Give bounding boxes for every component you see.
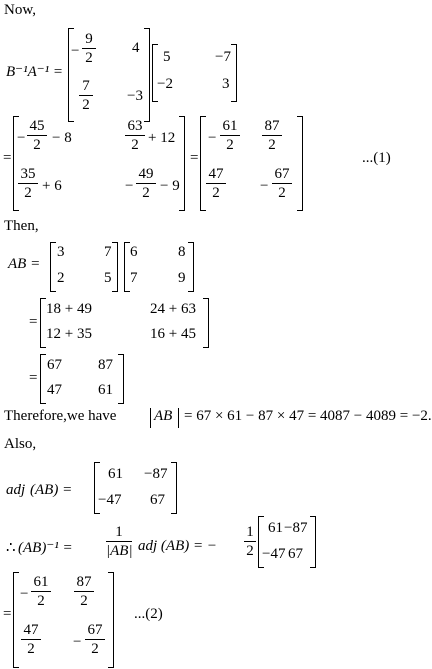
sum-r2c2: 16 + 45 bbox=[150, 326, 196, 342]
r-d-frac bbox=[272, 166, 292, 201]
adj-r2c2: 67 bbox=[150, 492, 165, 508]
frac-num: 67 bbox=[87, 622, 103, 638]
sum-r1c2: 24 + 63 bbox=[150, 301, 196, 317]
f-a-frac bbox=[31, 574, 51, 609]
bracket-right bbox=[179, 116, 185, 211]
frac-den: 2 bbox=[27, 641, 35, 657]
frac-num: 1 bbox=[115, 524, 123, 540]
bracket-right bbox=[108, 572, 114, 668]
inverse-adj: adj (AB) = − bbox=[138, 538, 217, 554]
text-then: Then, bbox=[4, 218, 39, 234]
frac-num: 61 bbox=[33, 574, 49, 590]
sum-r1c1: 18 + 49 bbox=[46, 301, 92, 317]
f-d-sign: − bbox=[73, 634, 82, 650]
frac-bar bbox=[82, 48, 96, 49]
ab-m2-r1c1: 6 bbox=[130, 244, 138, 260]
p-d-post: − 9 bbox=[160, 178, 180, 194]
abs-bar-left bbox=[150, 408, 151, 428]
frac-bar bbox=[106, 541, 132, 542]
bracket-right bbox=[203, 298, 209, 348]
text-also: Also, bbox=[4, 436, 37, 452]
half-frac bbox=[244, 524, 256, 559]
bracket-left bbox=[13, 572, 19, 668]
frac-num: 45 bbox=[29, 118, 45, 134]
m2-r2c2: 3 bbox=[222, 76, 230, 92]
lhs-b-inv-a-inv: B⁻¹A⁻¹ = bbox=[6, 64, 64, 80]
frac-den: 2 bbox=[80, 593, 88, 609]
sum-r2c1: 12 + 35 bbox=[46, 326, 92, 342]
r-d-sign: − bbox=[260, 178, 269, 194]
equals-sign: = bbox=[190, 150, 199, 166]
adj-r1c1: 61 bbox=[108, 466, 123, 482]
inverse-lhs: (AB)⁻¹ = bbox=[18, 540, 73, 556]
frac-den: 2 bbox=[91, 641, 99, 657]
p-c-frac bbox=[18, 166, 38, 201]
m2-r2c1: −2 bbox=[157, 76, 173, 92]
f-a-sign: − bbox=[20, 586, 29, 602]
r-a-frac bbox=[220, 118, 240, 153]
det-expression: = 67 × 61 − 87 × 47 = 4087 − 4089 = −2. bbox=[184, 408, 432, 424]
ab-m2-r2c2: 9 bbox=[178, 270, 186, 286]
bracket-right bbox=[171, 462, 177, 514]
m1-r2c2: −3 bbox=[127, 88, 143, 104]
frac-bar bbox=[79, 95, 93, 96]
lhs-ab: AB = bbox=[8, 256, 41, 272]
ab-m2-r2c1: 7 bbox=[130, 270, 138, 286]
f-c-frac bbox=[21, 622, 41, 657]
f-d-frac bbox=[85, 622, 105, 657]
frac-den: 2 bbox=[82, 97, 90, 113]
p-a-post: − 8 bbox=[52, 130, 72, 146]
frac-den: 2 bbox=[131, 137, 139, 153]
bracket-left bbox=[40, 354, 46, 404]
m1-r1c2: 4 bbox=[132, 40, 140, 56]
frac-num: 7 bbox=[82, 78, 90, 94]
frac-bar bbox=[21, 639, 41, 640]
m2-r1c2: −7 bbox=[215, 49, 231, 65]
frac-bar bbox=[244, 541, 256, 542]
frac-den: 2 bbox=[268, 137, 276, 153]
frac-den: 2 bbox=[142, 185, 150, 201]
p-c-post: + 6 bbox=[42, 178, 62, 194]
ab-m1-r1c2: 7 bbox=[104, 244, 112, 260]
adj-fn: adj bbox=[6, 482, 26, 498]
frac-num: 87 bbox=[76, 574, 92, 590]
r-a-sign: − bbox=[208, 130, 217, 146]
frac-den: 2 bbox=[212, 185, 220, 201]
frac-bar bbox=[31, 591, 51, 592]
equals-sign: = bbox=[3, 150, 12, 166]
frac-den: 2 bbox=[24, 185, 32, 201]
bracket-right bbox=[188, 242, 194, 292]
res-r1c1: 67 bbox=[47, 357, 62, 373]
ab-m1-r1c1: 3 bbox=[57, 244, 65, 260]
frac-bar bbox=[18, 183, 38, 184]
inv-r1c2-real: −87 bbox=[284, 520, 308, 536]
frac-bar bbox=[206, 183, 226, 184]
therefore-symbol: ∴ bbox=[6, 540, 16, 556]
bracket-right bbox=[118, 354, 124, 404]
inv-r2c2: 67 bbox=[288, 546, 303, 562]
frac-num: 63 bbox=[127, 118, 143, 134]
frac-num: 67 bbox=[274, 166, 290, 182]
frac-bar bbox=[136, 183, 156, 184]
equals-sign: = bbox=[29, 370, 38, 386]
frac-den: |AB| bbox=[106, 543, 133, 559]
text-now: Now, bbox=[4, 2, 36, 18]
frac-bar bbox=[272, 183, 292, 184]
m1-r1c1-frac bbox=[82, 31, 96, 66]
p-b-post: + 12 bbox=[148, 130, 176, 146]
frac-den: 2 bbox=[246, 543, 254, 559]
inv-r1c1: 61 bbox=[268, 520, 283, 536]
ab-m2-r1c2: 8 bbox=[178, 244, 186, 260]
frac-num: 9 bbox=[85, 31, 93, 47]
p-d-frac bbox=[136, 166, 156, 201]
adj-r2c1: −47 bbox=[98, 492, 122, 508]
inv-r2c1: −47 bbox=[262, 546, 286, 562]
frac-num: 49 bbox=[138, 166, 154, 182]
bracket-left bbox=[50, 242, 56, 292]
equation-tag-2: ...(2) bbox=[134, 606, 163, 622]
frac-den: 2 bbox=[37, 593, 45, 609]
frac-bar bbox=[74, 591, 94, 592]
frac-bar bbox=[85, 639, 105, 640]
frac-num: 35 bbox=[20, 166, 36, 182]
bracket-right bbox=[231, 44, 237, 102]
p-b-frac bbox=[125, 118, 145, 153]
frac-bar bbox=[262, 135, 282, 136]
text-therefore: Therefore,we have bbox=[4, 408, 117, 424]
res-r2c2: 61 bbox=[98, 382, 113, 398]
ab-m1-r2c1: 2 bbox=[57, 270, 65, 286]
abs-bar-right bbox=[178, 408, 179, 428]
bracket-right bbox=[112, 242, 118, 292]
ab-m1-r2c2: 5 bbox=[104, 270, 112, 286]
p-a-sign: − bbox=[17, 130, 26, 146]
det-ab: AB bbox=[154, 408, 173, 424]
frac-num: 47 bbox=[23, 622, 39, 638]
adj-r1c2: −87 bbox=[144, 466, 168, 482]
res-r2c1: 47 bbox=[47, 382, 62, 398]
m2-r1c1: 5 bbox=[163, 49, 171, 65]
frac-bar bbox=[220, 135, 240, 136]
r-b-frac bbox=[262, 118, 282, 153]
bracket-right bbox=[310, 516, 316, 568]
frac-den: 2 bbox=[278, 185, 286, 201]
m1-r1c1-sign: − bbox=[71, 43, 80, 59]
bracket-left bbox=[152, 44, 158, 102]
r-c-frac bbox=[206, 166, 226, 201]
p-d-sign: − bbox=[125, 178, 134, 194]
adj-lhs: (AB) = bbox=[30, 482, 73, 498]
frac-num: 47 bbox=[208, 166, 224, 182]
p-a-frac bbox=[27, 118, 47, 153]
frac-num: 61 bbox=[222, 118, 238, 134]
res-r1c2: 87 bbox=[98, 357, 113, 373]
equation-tag-1: ...(1) bbox=[362, 150, 391, 166]
equals-sign: = bbox=[3, 606, 12, 622]
m1-r2c1-frac bbox=[79, 78, 93, 113]
frac-den: 2 bbox=[85, 50, 93, 66]
inverse-frac bbox=[106, 524, 132, 559]
equals-sign: = bbox=[29, 314, 38, 330]
frac-den: 2 bbox=[226, 137, 234, 153]
frac-num: 87 bbox=[264, 118, 280, 134]
bracket-right bbox=[144, 28, 150, 122]
frac-num: 1 bbox=[246, 524, 254, 540]
frac-den: 2 bbox=[33, 137, 41, 153]
bracket-right bbox=[297, 116, 303, 211]
frac-bar bbox=[27, 135, 47, 136]
frac-bar bbox=[125, 135, 145, 136]
f-b-frac bbox=[74, 574, 94, 609]
